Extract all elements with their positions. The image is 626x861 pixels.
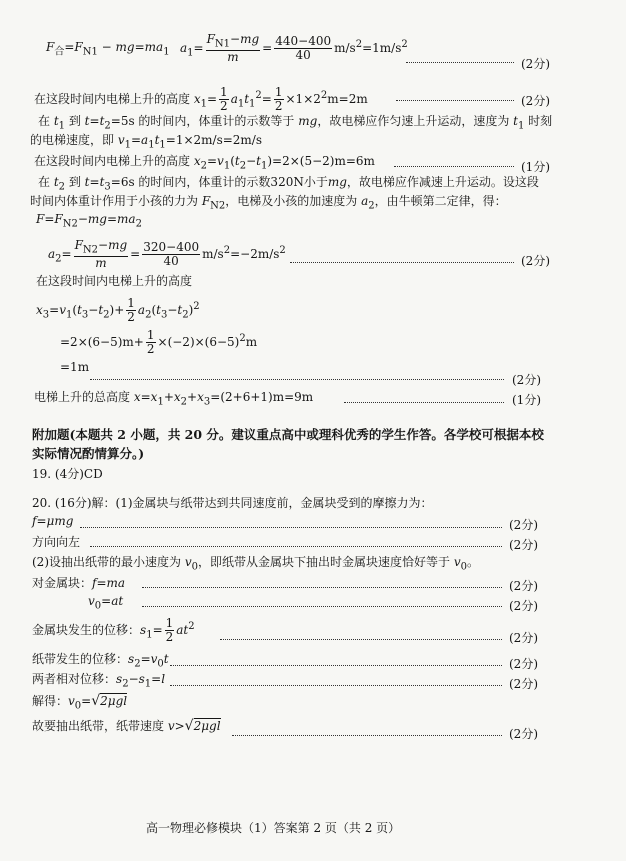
score-mark: (1分): [512, 393, 541, 407]
leader-dots: [90, 546, 502, 547]
equation-x3: $x_3=v_1(t_3-t_2)+$ $\frac{1}{2}$ $a_2(t_3-t_2)^2$: [36, 296, 200, 324]
score-mark: (2分): [509, 538, 538, 552]
answer-19: 19. (4分)CD: [32, 467, 103, 481]
score-mark: (2分): [509, 677, 538, 691]
score-mark: (1分): [521, 160, 550, 174]
equation-s2: 纸带发生的位移：$s_2=v_0t$: [32, 652, 169, 670]
score-mark: (2分): [509, 631, 538, 645]
leader-dots: [170, 685, 502, 686]
leader-dots: [344, 402, 504, 403]
leader-dots: [290, 262, 514, 263]
paragraph-velocity-v1: 的电梯速度，即 $v_1=a_1t_1=1\times 2m/s=2m/s$: [30, 133, 263, 151]
equation-s1: 金属块发生的位移：$s_1=$ $\frac{1}{2}$ $at^2$: [32, 616, 195, 644]
score-mark: (2分): [509, 727, 538, 741]
leader-dots: [170, 665, 502, 666]
equation-v0-at: $v_0=at$: [88, 594, 124, 612]
paragraph-deceleration: 在 $t_2$ 到 $t=t_3=6s$ 的时间内，体重计的示数320N小于mg，故电梯应作减速上升运动。设这段: [38, 175, 539, 193]
answer-20-part2: (2)设抽出纸带的最小速度为 $v_0$，即纸带从金属块下抽出时金属块速度恰好等于 $v_0$。: [32, 555, 479, 573]
bonus-heading: 附加题(本题共 2 小题，共 20 分。建议重点高中或理科优秀的学生作答。各学校可根据本校: [32, 427, 544, 442]
paragraph-newton-second: 时间内体重计作用于小孩的力为 $F_{N2}$，电梯及小孩的加速度为 $a_2$，由牛顿第二定律，得：: [30, 194, 507, 212]
score-mark: (2分): [509, 579, 538, 593]
equation-x2: 在这段时间内电梯上升的高度 $x_2=v_1(t_2-t_1)=2\times(5-2)m=6m$: [34, 154, 375, 172]
equation-newton-second: $F=F_{N2}-mg=ma_2$: [36, 212, 142, 230]
equation-f-ma: 对金属块：f=ma: [32, 576, 126, 590]
equation-a1: $a_1=$ $\frac{F_{N1}-mg}{m}$ = $\frac{440-400}{40}$ $m/s^2=1m/s^2$: [180, 32, 408, 65]
equation-final: 故要抽出纸带，纸带速度 v>√2μgl: [32, 718, 221, 734]
equation-a2: $a_2=$ $\frac{F_{N2}-mg}{m}$ = $\frac{320-400}{40}$ $m/s^2=-2m/s^2$: [48, 238, 286, 271]
equation-total-height: 电梯上升的总高度 $x=x_1+x_2+x_3=(2+6+1)m=9m$: [34, 390, 314, 408]
equation-x3-substituted: =2×(6−5)m+ $\frac{1}{2}$ $\times(-2)\times(6-5)^2m$: [60, 328, 258, 356]
score-mark: (2分): [509, 657, 538, 671]
score-mark: (2分): [512, 373, 541, 387]
leader-dots: [396, 100, 514, 101]
score-mark: (2分): [521, 57, 550, 71]
leader-dots: [394, 166, 514, 167]
leader-dots: [80, 527, 502, 528]
score-mark: (2分): [509, 599, 538, 613]
leader-dots: [142, 587, 502, 588]
page-footer: 高一物理必修模块（1）答案第 2 页（共 2 页）: [146, 821, 401, 835]
heading-x3: 在这段时间内电梯上升的高度: [36, 274, 193, 288]
direction-left: 方向向左: [32, 535, 81, 549]
equation-v0-solution: 解得：$v_0=√2\mu gl$: [32, 693, 128, 712]
leader-dots: [90, 379, 504, 380]
score-mark: (2分): [521, 94, 550, 108]
leader-dots: [220, 639, 502, 640]
equation-x1: 在这段时间内电梯上升的高度 $x_1=$ $\frac{1}{2}$ $a_1t_1^2=$ $\frac{1}{2}$ $\times 1\times 2^2m=2m$: [34, 85, 368, 113]
equation-x3-result: =1m: [60, 360, 90, 374]
leader-dots: [406, 62, 514, 63]
leader-dots: [232, 735, 502, 736]
answer-20-intro: 20. (16分)解：(1)金属块与纸带达到共同速度前，金属块受到的摩擦力为：: [32, 496, 433, 510]
paragraph-uniform-motion: 在 $t_1$ 到 $t=t_2=5s$ 的时间内，体重计的示数等于 mg，故电梯应作匀速上升运动，速度为 $t_1$ 时刻: [38, 114, 553, 132]
score-mark: (2分): [521, 254, 550, 268]
equation-newton-first: $F_合=F_{N1} - mg=ma_1$: [46, 40, 170, 58]
leader-dots: [142, 606, 502, 607]
equation-relative: 两者相对位移：$s_2-s_1=l$: [32, 672, 166, 690]
bonus-heading-cont: 实际情况酌情算分。): [32, 446, 145, 461]
equation-friction: f=μmg: [32, 514, 74, 528]
score-mark: (2分): [509, 518, 538, 532]
